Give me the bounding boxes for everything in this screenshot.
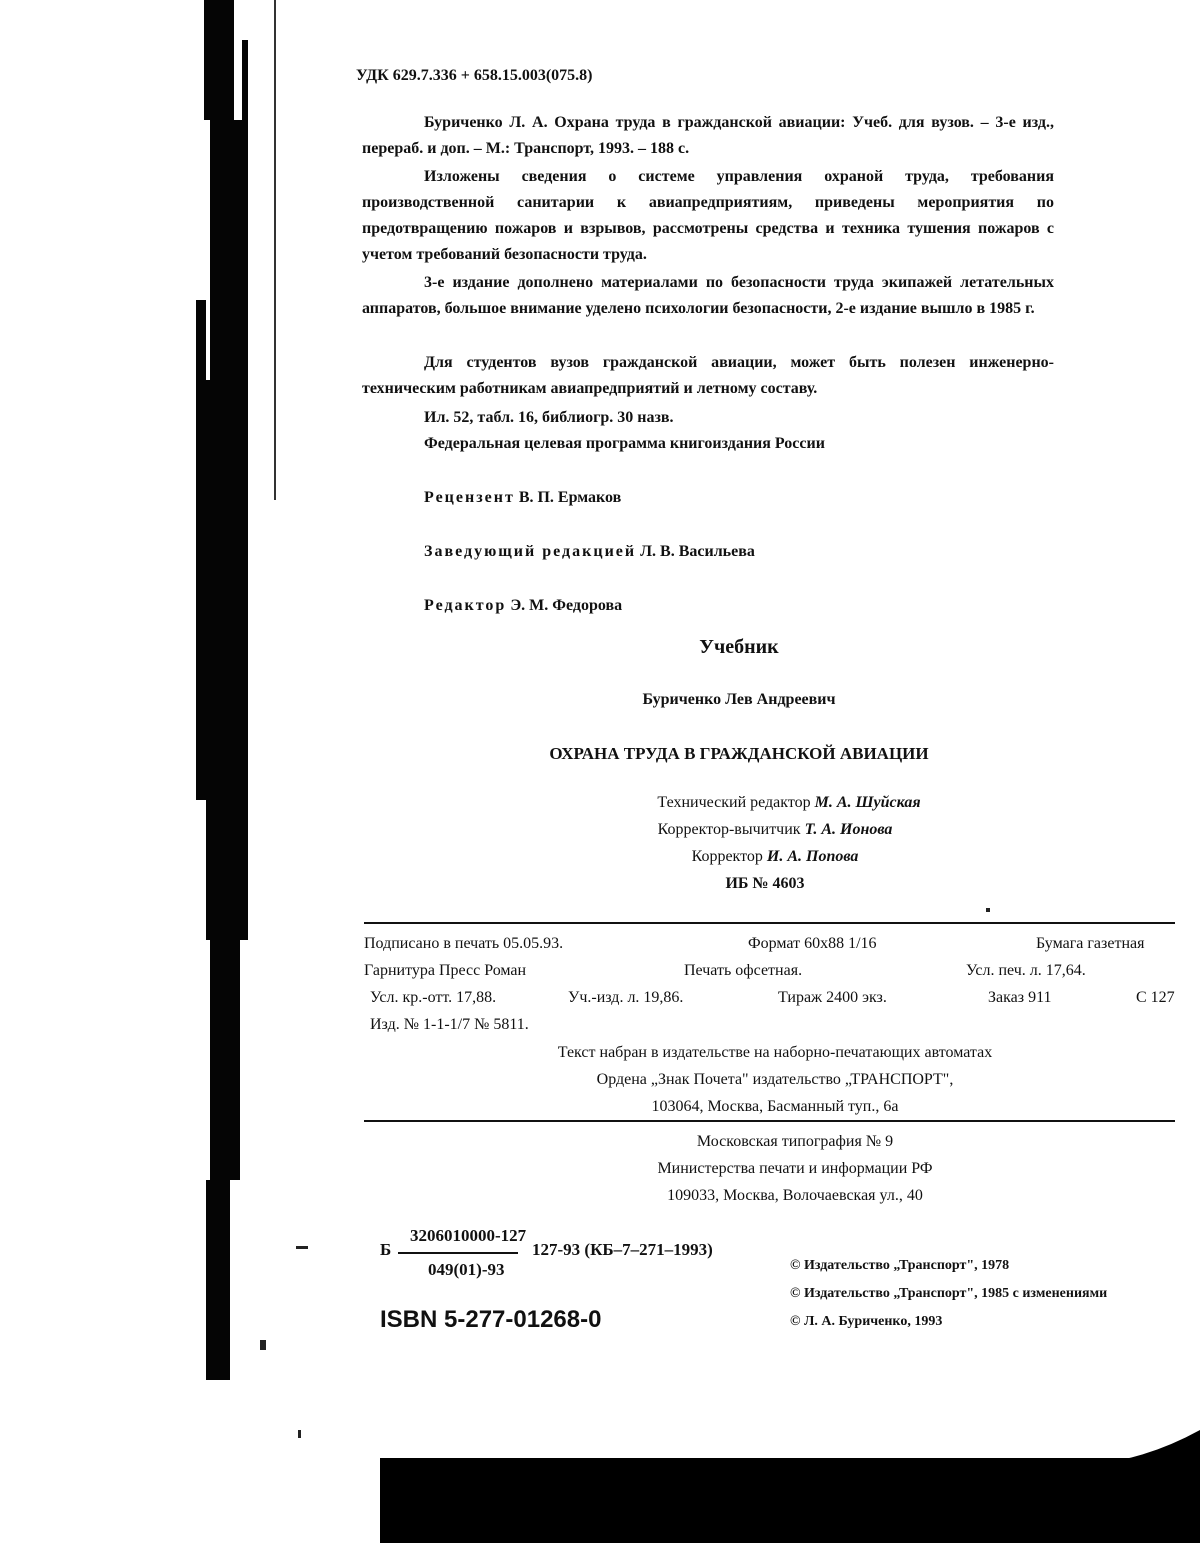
imprint-circulation: Тираж 2400 экз. (778, 989, 887, 1006)
imprint-paper: Бумага газетная (1036, 935, 1145, 952)
rule-top (364, 922, 1175, 924)
editor: Редактор Э. М. Федорова (424, 597, 623, 614)
typeset-line: Текст набран в издательстве на наборно-печатающих автоматах (557, 1044, 993, 1061)
copyright-line: © Л. А. Буриченко, 1993 (790, 1314, 943, 1329)
scan-speck (296, 1246, 308, 1249)
copyright-line: © Издательство „Транспорт", 1978 (790, 1258, 1010, 1273)
typeset-line: Ордена „Знак Почета" издательство „ТРАНСПОРТ", (596, 1071, 954, 1088)
author-full-name: Буриченко Лев Андреевич (642, 691, 836, 708)
printer-line: Московская типография № 9 (696, 1133, 894, 1150)
head-editor: Заведующий редакцией Л. В. Васильева (424, 543, 755, 560)
imprint-typeface: Гарнитура Пресс Роман (364, 962, 527, 979)
abstract-paragraph: Для студентов вузов гражданской авиации, может быть полезен инженерно-техническим работникам авиапредприятий и летному составу. (362, 354, 1054, 397)
rule-bottom (364, 1120, 1175, 1122)
abstract-paragraph: 3-е издание дополнено материалами по безопасности труда экипажей летательных аппаратов, большое внимание уделено психологии безопасности, 2-е издание вышло в 1985 г. (362, 274, 1054, 317)
imprint-format: Формат 60x88 1/16 (748, 935, 877, 952)
ib-number: ИБ № 4603 (725, 875, 805, 892)
imprint-pub-number: Изд. № 1-1-1/7 № 5811. (370, 1016, 529, 1033)
scan-speck (986, 908, 990, 912)
illustrations-count: Ил. 52, табл. 16, библиогр. 30 назв. (424, 409, 674, 426)
printer-line: 109033, Москва, Волочаевская ул., 40 (667, 1187, 923, 1204)
scan-edge-line (274, 0, 276, 500)
imprint-print-sheets: Усл. печ. л. 17,64. (966, 962, 1086, 979)
staff-proofreader-reader: Корректор-вычитчик Т. А. Ионова (657, 821, 893, 838)
printer-line: Министерства печати и информации РФ (657, 1160, 933, 1177)
imprint-order: Заказ 911 (988, 989, 1052, 1006)
scan-speck (298, 1430, 301, 1438)
imprint-code: С 127 (1136, 989, 1175, 1006)
staff-tech-editor: Технический редактор М. А. Шуйская (657, 794, 921, 811)
bibliographic-record (362, 110, 1054, 162)
copyright-line: © Издательство „Транспорт", 1985 с изменениями (790, 1286, 1108, 1301)
imprint-signed: Подписано в печать 05.05.93. (364, 935, 564, 952)
scan-bottom-block (380, 1458, 1200, 1543)
index-code: Б 3206010000-127 049(01)-93 127-93 (КБ–7–271–1993) (380, 1226, 713, 1279)
scan-speck (260, 1340, 266, 1350)
imprint-edu-sheets: Уч.-изд. л. 19,86. (568, 989, 684, 1006)
biblio-description: Охрана труда в гражданской авиации: Учеб. для вузов. – 3-е изд., перераб. и доп. – М.: Транспорт, 1993. – 188 с. (362, 114, 1054, 157)
staff-proofreader: Корректор И. А. Попова (691, 848, 859, 865)
abstract-paragraph: Изложены сведения о системе управления охраной труда, требования производственной санитарии к авиапредприятиям, приведены мероприятия по предотвращению пожаров и взрывов, рассмотрены средства и техника тушения пожаров с учетом требований безопасности труда. (362, 168, 1054, 263)
fraction-line (398, 1252, 518, 1254)
imprint-color-prints: Усл. кр.-отт. 17,88. (370, 989, 497, 1006)
isbn: ISBN 5-277-01268-0 (380, 1306, 602, 1333)
reviewer: Рецензент В. П. Ермаков (424, 489, 622, 506)
book-type: Учебник (699, 636, 779, 658)
scan-spine-shadow (196, 0, 280, 1390)
federal-program: Федеральная целевая программа книгоиздания России (424, 435, 825, 452)
udk-code: УДК 629.7.336 + 658.15.003(075.8) (356, 67, 593, 84)
book-title: ОХРАНА ТРУДА В ГРАЖДАНСКОЙ АВИАЦИИ (549, 744, 929, 763)
typeset-line: 103064, Москва, Басманный туп., 6а (651, 1098, 899, 1115)
imprint-printing: Печать офсетная. (684, 962, 803, 979)
biblio-author: Буриченко Л. А. (424, 114, 548, 131)
